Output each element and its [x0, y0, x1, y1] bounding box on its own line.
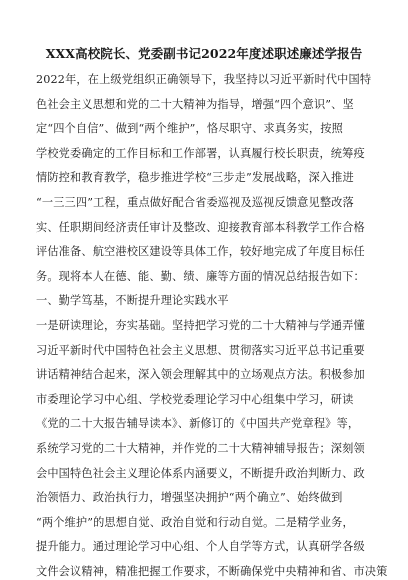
- body-line: “一三三四”工程，重点做好配合省委巡视及巡视反馈意见整改落: [36, 196, 354, 209]
- body-line: 系统学习党的二十大精神，并作党的二十大精神辅导报告；深刻领: [36, 442, 365, 455]
- body-line: 讲话精神结合起来，深入领会理解其中的立场观点方法。积极参加: [36, 368, 365, 382]
- body-line: 习近平新时代中国特色社会主义思想、贯彻落实习近平总书记重要: [36, 343, 365, 357]
- body-line: 文件会议精神，精准把握工作要求，不断确保党中央精神和省、市决策: [36, 565, 388, 578]
- body-line: 治领悟力、政治执行力，增强坚决拥护“两个确立”、始终做到: [36, 491, 343, 505]
- body-line: 学校党委确定的工作目标和工作部署，认真履行校长职责，统筹疫: [36, 146, 365, 160]
- body-line: 提升能力。通过理论学习中心组、个人自学等方式，认真研学各级: [36, 540, 365, 554]
- body-line: 2022年，在上级党组织正确领导下，我坚持以习近平新时代中国特: [36, 73, 372, 86]
- body-line: 《党的二十大报告辅导读本》、新修订的《中国共产党章程》等，: [36, 417, 360, 431]
- body-line: 情防控和教育教学，稳步推进学校“三步走”发展战略，深入推进: [36, 171, 354, 185]
- body-line: 评估准备、航空港校区建设等具体工作，较好地完成了年度目标任: [36, 245, 365, 259]
- body-line: 市委理论学习中心组、学校党委理论学习中心组集中学习，研读: [36, 392, 354, 406]
- document-title: XXX高校院长、党委副书记2022年度述职述廉述学报告: [45, 46, 363, 61]
- body-line: 务。现将本人在德、能、勤、绩、廉等方面的情况总结报告如下：: [36, 269, 365, 283]
- body-line: 会中国特色社会主义理论体系内涵要义，不断提升政治判断力、政: [36, 466, 365, 480]
- body-line: 一是研读理论，夯实基础。坚持把学习党的二十大精神与学通弄懂: [36, 319, 365, 332]
- body-line: “两个维护”的思想自觉、政治自觉和行动自觉。二是精学业务，: [36, 515, 354, 529]
- body-line: 定“四个自信”、做到“两个维护”，恪尽职守、求真务实，按照: [36, 122, 343, 136]
- body-line: 色社会主义思想和党的二十大精神为指导，增强“四个意识”、坚: [36, 97, 354, 111]
- body-line: 一、勤学笃基，不断提升理论实践水平: [36, 294, 229, 308]
- body-line: 实、任职期间经济责任审计及整改、迎接教育部本科教学工作合格: [36, 220, 365, 234]
